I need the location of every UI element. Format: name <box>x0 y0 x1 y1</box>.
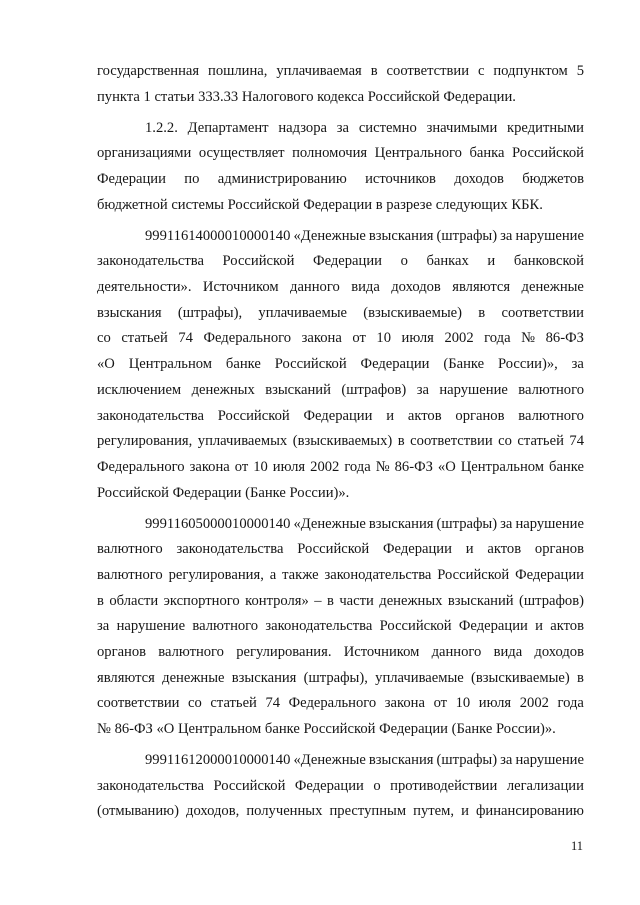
word: закона <box>189 458 230 475</box>
text-line: № 86-ФЗ «О Центральном банке Российской Федерации (Банке России)». <box>97 721 556 738</box>
word: вида <box>493 644 523 661</box>
word: Федерации <box>383 541 452 558</box>
word: доходов <box>454 171 504 188</box>
word: взыскания <box>368 515 434 532</box>
word: соответствии <box>97 695 180 712</box>
text-line <box>97 799 584 825</box>
word: за <box>500 515 513 532</box>
word: уплачиваемых <box>197 433 288 450</box>
word: осуществляет <box>198 145 285 162</box>
word: Федерации <box>313 253 382 270</box>
word: о <box>373 777 381 794</box>
word: (штрафы), <box>303 669 368 686</box>
word: нарушение <box>515 227 584 244</box>
word: Источником <box>343 644 420 661</box>
word: 2002 <box>310 458 340 475</box>
word: взыскания <box>231 669 297 686</box>
word: законодательства <box>97 407 204 424</box>
text-line <box>97 429 584 455</box>
word: (штрафы) <box>436 227 498 244</box>
word: организациями <box>97 145 192 162</box>
text-line <box>97 512 584 538</box>
word: актов <box>487 541 522 558</box>
word: источников <box>365 171 436 188</box>
word: данного <box>290 279 340 296</box>
word: Федерального <box>203 330 292 347</box>
word: 74 <box>178 330 193 347</box>
word: контроля» <box>245 592 309 609</box>
word: валютного <box>158 644 224 661</box>
word: (штрафов) <box>341 381 407 398</box>
text-line <box>97 301 584 327</box>
word: в <box>327 592 334 609</box>
word: России)», <box>497 356 558 373</box>
paragraph <box>97 116 584 219</box>
word: законодательства <box>97 777 204 794</box>
word: бюджетов <box>522 171 584 188</box>
word: законодательства <box>324 566 432 583</box>
word: законодательства <box>265 618 373 635</box>
word: в <box>577 669 584 686</box>
word: июля <box>478 695 512 712</box>
word: по <box>184 171 200 188</box>
word: законодательства <box>97 253 204 270</box>
word: года <box>557 695 584 712</box>
word: противодействии <box>390 777 498 794</box>
word: статьей <box>121 330 168 347</box>
word: июля <box>401 330 434 347</box>
word: соответствии <box>410 433 493 450</box>
word: 86-ФЗ <box>394 458 433 475</box>
text-line <box>97 691 584 717</box>
word: банках <box>426 253 469 270</box>
text-line <box>97 249 584 275</box>
word: являются <box>97 669 155 686</box>
word: полномочия <box>292 145 368 162</box>
text-line <box>97 774 584 800</box>
word: уплачиваемая <box>276 63 362 79</box>
word: доходов <box>534 644 584 661</box>
word: уплачиваемые <box>375 669 464 686</box>
word: Российской <box>222 253 295 270</box>
word: Центрального <box>374 145 462 162</box>
word: соответствии <box>386 63 470 79</box>
word: за <box>500 227 513 244</box>
word: валютного <box>192 618 259 635</box>
word: Федерации <box>294 777 364 794</box>
word: полученных <box>246 803 323 820</box>
page-number: 11 <box>570 839 583 853</box>
word: года <box>484 330 511 347</box>
word: органов <box>534 541 584 558</box>
word: взыскания <box>368 227 434 244</box>
word: Российской <box>437 566 510 583</box>
word: 10 <box>455 695 471 712</box>
word: 10 <box>253 458 268 475</box>
word: Федерации <box>303 407 373 424</box>
word: взысканий <box>265 381 331 398</box>
text-line <box>97 455 584 481</box>
paragraph <box>97 59 584 110</box>
word: Федерации <box>515 566 584 583</box>
text-line <box>97 614 584 640</box>
text-line <box>97 404 584 430</box>
word: также <box>282 566 319 583</box>
word: валютного <box>518 381 584 398</box>
word: 2002 <box>444 330 474 347</box>
word: исключением <box>97 381 182 398</box>
word: Федерального <box>97 458 185 475</box>
word: с <box>477 63 485 79</box>
word: регулирования. <box>236 644 332 661</box>
word: а <box>269 566 277 583</box>
word: «Денежные <box>293 227 366 244</box>
text-line <box>97 116 584 142</box>
word: в <box>97 592 104 609</box>
word: доходов, <box>186 803 240 820</box>
word: путем, <box>413 803 454 820</box>
word: и <box>386 407 395 424</box>
word: нарушение <box>515 515 584 532</box>
word: нарушение <box>116 618 186 635</box>
word: взыскания <box>97 304 162 321</box>
word: области <box>109 592 159 609</box>
word: Центральном <box>460 458 545 475</box>
word: актов <box>407 407 442 424</box>
word: Департамент <box>187 119 269 136</box>
word: 74 <box>569 433 584 450</box>
word: (отмыванию) <box>97 803 179 820</box>
word: о <box>400 253 408 270</box>
word: Центральном <box>128 356 213 373</box>
word: года <box>344 458 371 475</box>
word: нарушение <box>515 752 584 769</box>
word: соответствии <box>501 304 584 321</box>
text-line <box>97 589 584 615</box>
word: (штрафы) <box>436 515 498 532</box>
word: 1.2.2. <box>145 119 178 136</box>
word: 99911614000010000140 <box>145 227 291 244</box>
text-line <box>97 352 584 378</box>
word: в <box>478 304 486 321</box>
word: в <box>397 433 405 450</box>
word: администрированию <box>217 171 347 188</box>
word: банка <box>469 145 505 162</box>
word: являются <box>452 279 511 296</box>
word: банке <box>225 356 261 373</box>
word: данного <box>431 644 482 661</box>
text-line <box>97 275 584 301</box>
word: со <box>498 433 512 450</box>
word: регулирования, <box>97 433 193 450</box>
word: Российской <box>379 618 452 635</box>
word: Источником <box>202 279 279 296</box>
text-line <box>97 537 584 563</box>
word: легализации <box>506 777 584 794</box>
word: от <box>433 695 448 712</box>
word: 99911605000010000140 <box>145 515 291 532</box>
text-line <box>97 167 584 193</box>
word: «Денежные <box>293 752 366 769</box>
word: (Банке <box>443 356 485 373</box>
word: кредитными <box>507 119 584 136</box>
word: за <box>416 381 429 398</box>
word: преступным <box>329 803 407 820</box>
word: Российской <box>217 407 290 424</box>
paragraph <box>97 748 584 825</box>
word: и <box>461 803 469 820</box>
word: денежные <box>162 669 225 686</box>
word: банковской <box>513 253 584 270</box>
word: Федерации <box>360 356 430 373</box>
word: Российской <box>274 356 347 373</box>
word: (взыскиваемые) <box>471 669 570 686</box>
word: 86-ФЗ <box>545 330 584 347</box>
word: закона <box>384 695 425 712</box>
paragraph <box>97 512 584 743</box>
text-line <box>97 326 584 352</box>
word: со <box>188 695 202 712</box>
word: от <box>234 458 249 475</box>
word: и <box>465 541 474 558</box>
word: доходов <box>391 279 441 296</box>
word: от <box>352 330 366 347</box>
word: Федерации <box>458 618 528 635</box>
document-body <box>97 59 584 825</box>
word: Российской <box>512 145 584 162</box>
word: части <box>339 592 374 609</box>
word: «О <box>97 356 115 373</box>
word: 5 <box>576 63 584 79</box>
word: Федерации <box>97 171 166 188</box>
word: денежные <box>521 279 584 296</box>
word: 74 <box>265 695 281 712</box>
text-line <box>97 378 584 404</box>
word: и <box>535 618 543 635</box>
word: 2002 <box>519 695 549 712</box>
paragraph <box>97 224 584 507</box>
word: валютного <box>97 541 163 558</box>
word: статьей <box>517 433 564 450</box>
word: денежных <box>191 381 255 398</box>
text-line <box>97 748 584 774</box>
word: органов <box>97 644 147 661</box>
word: денежных <box>379 592 443 609</box>
word: (взыскиваемые) <box>363 304 463 321</box>
word: июля <box>272 458 306 475</box>
word: регулирования, <box>168 566 264 583</box>
word: № <box>521 330 536 347</box>
word: государственная <box>97 63 200 79</box>
word: значимыми <box>426 119 498 136</box>
word: актов <box>550 618 584 635</box>
word: валютного <box>518 407 584 424</box>
word: в <box>370 63 378 79</box>
word: нарушение <box>439 381 508 398</box>
word: за <box>336 119 350 136</box>
word: закона <box>301 330 342 347</box>
word: и <box>487 253 496 270</box>
text-line <box>97 59 584 85</box>
word: за <box>97 618 110 635</box>
text-line <box>97 141 584 167</box>
text-line <box>97 563 584 589</box>
text-line: Российской Федерации (Банке России)». <box>97 484 350 501</box>
word: взысканий <box>447 592 514 609</box>
word: пошлина, <box>208 63 268 79</box>
text-line <box>97 666 584 692</box>
word: (взыскиваемых) <box>292 433 393 450</box>
word: уплачиваемые <box>258 304 347 321</box>
word: 99911612000010000140 <box>145 752 291 769</box>
word: (штрафов) <box>519 592 584 609</box>
text-line: пункта 1 статьи 333.33 Налогового кодекса Российской Федерации. <box>97 88 516 105</box>
word: вида <box>351 279 380 296</box>
word: № <box>375 458 390 475</box>
word: банке <box>549 458 584 475</box>
word: 10 <box>376 330 391 347</box>
word: системно <box>358 119 417 136</box>
word: Российской <box>297 541 370 558</box>
word: деятельности». <box>97 279 192 296</box>
word: Российской <box>213 777 286 794</box>
word: – <box>314 592 322 609</box>
word: «О <box>437 458 456 475</box>
word: статьей <box>210 695 257 712</box>
word: (штрафы) <box>436 752 498 769</box>
word: законодательства <box>176 541 284 558</box>
word: финансированию <box>475 803 584 820</box>
word: экспортного <box>163 592 240 609</box>
word: органов <box>455 407 505 424</box>
word: за <box>571 356 584 373</box>
word: со <box>97 330 111 347</box>
word: Федерального <box>288 695 377 712</box>
word: взыскания <box>368 752 434 769</box>
text-line <box>97 640 584 666</box>
word: (штрафы), <box>177 304 243 321</box>
text-line <box>97 224 584 250</box>
word: за <box>500 752 513 769</box>
word: надзора <box>278 119 327 136</box>
word: подпунктом <box>493 63 568 79</box>
word: валютного <box>97 566 163 583</box>
word: «Денежные <box>293 515 366 532</box>
text-line: бюджетной системы Российской Федерации в разрезе следующих КБК. <box>97 196 543 213</box>
